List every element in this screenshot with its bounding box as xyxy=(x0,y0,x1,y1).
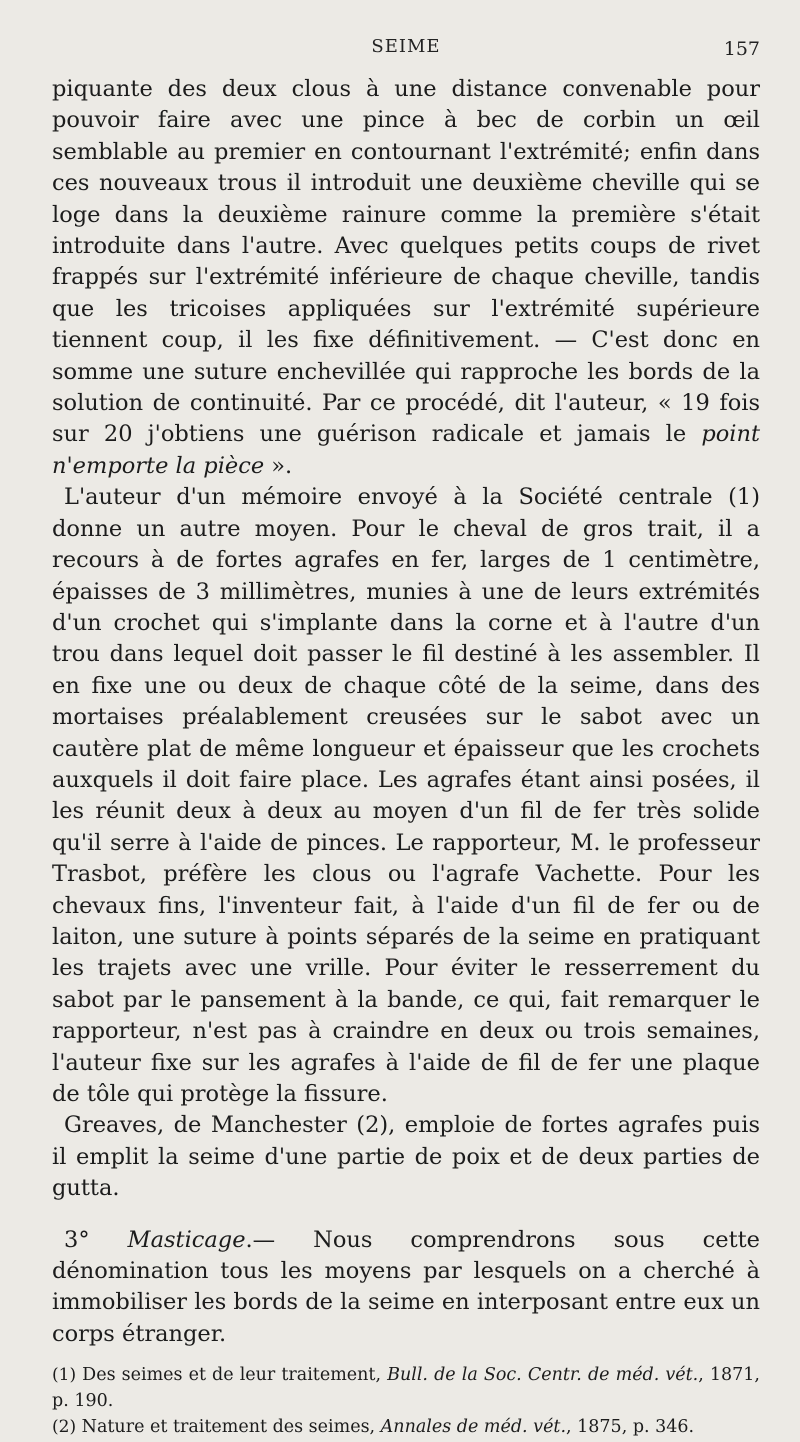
paragraph-1-quote-italic: point n'emporte la pièce xyxy=(52,421,760,479)
paragraph-2 xyxy=(52,482,760,1110)
running-title: SEIME xyxy=(371,36,441,57)
footnote-1 xyxy=(52,1362,760,1414)
page-number: 157 xyxy=(723,38,760,60)
paragraph-2-text: L'auteur d'un mémoire envoyé à la Société centrale (1) donne un autre moyen. Pour le cheval de gros trait, il a recours à de fortes agrafes en fer, larges de 1 centimètre, épaisses de 3 millimètres, munies à une de leurs extrémités d'un crochet qui s'implante dans la corne et à l'autre d'un trou dans lequel doit passer le fil destiné à les assembler. Il en fixe une ou deux de chaque côté de la seime, dans des mortaises préalablement creusées sur le sabot avec un cautère plat de même longueur et épaisseur que les crochets auxquels il doit faire place. Les agrafes étant ainsi posées, il les réunit deux à deux au moyen d'un fil de fer très solide qu'il serre à l'aide de pinces. Le rapporteur, M. le professeur Trasbot, préfère les clous ou l'agrafe Vachette. Pour les chevaux fins, l'inventeur fait, à l'aide d'un fil de fer ou de laiton, une suture à points séparés de la seime en pratiquant les trajets avec une vrille. Pour éviter le resserrement du sabot par le pansement à la bande, ce qui, fait remarquer le rapporteur, n'est pas à craindre en deux ou trois semaines, l'auteur fixe sur les agrafes à l'aide de fil de fer une plaque de tôle qui protège la fissure. xyxy=(52,484,760,1107)
section-heading-masticage: Masticage xyxy=(127,1226,246,1253)
paragraph-4-text: .— Nous comprendrons sous cette dénomination tous les moyens par lesquels on a cherché à immobiliser les bords de la seime en interposant entre eux un corps étranger. xyxy=(52,1226,760,1347)
footnote-1-number: (1) xyxy=(52,1365,77,1386)
footnote-2-text-1: Nature et traitement des seimes, xyxy=(76,1417,381,1438)
footnote-2-journal: Annales de méd. vét. xyxy=(380,1417,567,1438)
footnote-1-text-2: , 1871, p. 190. xyxy=(52,1365,760,1412)
footnote-2 xyxy=(52,1414,760,1440)
footnote-2-number: (2) xyxy=(52,1417,77,1438)
footnotes xyxy=(52,1362,760,1440)
body-text xyxy=(52,74,760,1350)
section-number: 3° xyxy=(64,1226,128,1253)
paragraph-3 xyxy=(52,1110,760,1204)
paragraph-3-text: Greaves, de Manchester (2), emploie de fortes agrafes puis il emplit la seime d'une partie de poix et de deux parties de gutta. xyxy=(52,1112,760,1202)
paragraph-1-text-1: piquante des deux clous à une distance convenable pour pouvoir faire avec une pince à bec de corbin un œil semblable au premier en contournant l'extrémité; enfin dans ces nouveaux trous il introduit une deuxième cheville qui se loge dans la deuxième rainure comme la première s'était introduite dans l'autre. Avec quelques petits coups de rivet frappés sur l'extrémité inférieure de chaque cheville, tandis que les tricoises appliquées sur l'extrémité supérieure tiennent coup, il les fixe définitivement. — C'est donc en somme une suture enchevillée qui rapproche les bords de la solution de continuité. Par ce procédé, dit l'auteur, « 19 fois sur 20 j'obtiens une guérison radicale et jamais le xyxy=(52,76,760,448)
paragraph-1 xyxy=(52,74,760,482)
paragraph-4-masticage xyxy=(52,1225,760,1351)
page-header xyxy=(52,36,760,74)
footnote-1-journal: Bull. de la Soc. Centr. de méd. vét. xyxy=(387,1365,699,1386)
footnote-2-text-2: , 1875, p. 346. xyxy=(566,1417,695,1438)
footnote-1-text-1: Des seimes et de leur traitement, xyxy=(76,1365,388,1386)
paragraph-1-text-2: ». xyxy=(264,452,293,479)
